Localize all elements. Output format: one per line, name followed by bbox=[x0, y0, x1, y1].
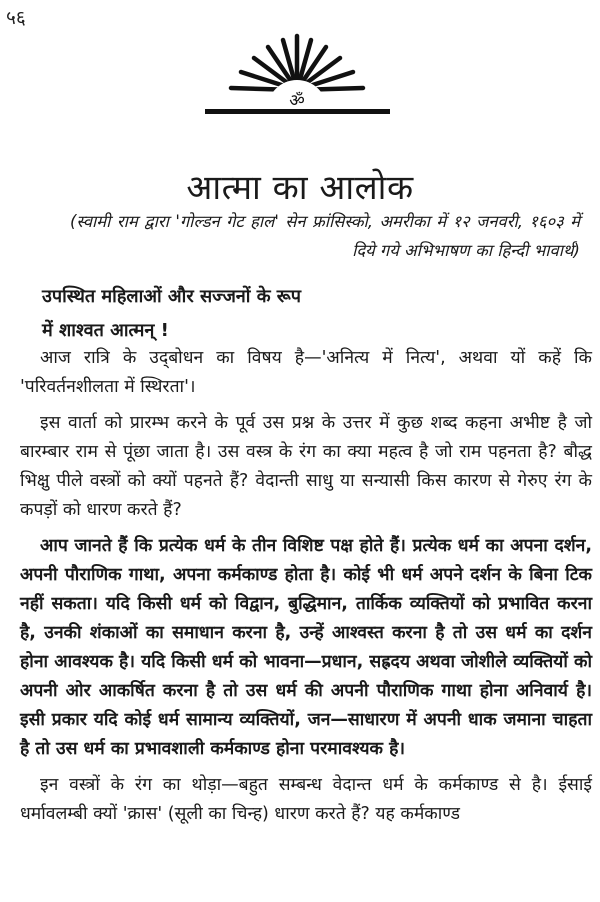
om-symbol: ॐ bbox=[289, 91, 305, 111]
paragraph: आज रात्रि के उद्‌बोधन का विषय है—'अनित्य में नित्य', अथवा यों कहें कि 'परिवर्तनशीलता में स्थिरता'। bbox=[20, 348, 592, 397]
paragraph: आप जानते हैं कि प्रत्येक धर्म के तीन विशिष्ट पक्ष होते हैं। प्रत्येक धर्म का अपना दर्शन, अपनी पौराणिक गाथा, अपना कर्मकाण्ड होता है। कोई भी धर्म अपने दर्शन के बिना टिक नहीं सकता। यदि किसी धर्म को विद्वान, बुद्धिमान, तार्किक व्यक्तियों को प्रभावित करना है, उनकी शंकाओं का समाधान करना है, उन्हें आश्वस्त करना है तो उस धर्म का दर्शन होना आवश्यक है। यदि किसी धर्म को भावना—प्रधान, सह्रदय अथवा जोशीले व्यक्तियों को अपनी ओर आकर्षित करना है तो उस धर्म की अपनी पौराणिक गाथा होना अनिवार्य है। इसी प्रकार यदि कोई धर्म सामान्य व्यक्तियों, जन—साधारण में अपनी धाक जमाना चाहता है तो उस धर्म का प्रभावशाली कर्मकाण्ड होना परमावश्यक है। bbox=[20, 536, 592, 759]
paragraph: इस वार्ता को प्रारम्भ करने के पूर्व उस प्रश्न के उत्तर में कुछ शब्द कहना अभीष्ट है जो बारम्बार राम से पूंछा जाता है। उस वस्त्र के रंग का क्या महत्व है जो राम पहनता है? बौद्ध भिक्षु पीले वस्त्रों को क्यों पहनते हैं? वेदान्ती साधु या सन्यासी किस कारण से गेरुए रंग के कपड़ों को धारण करते हैं? bbox=[20, 413, 592, 520]
subtitle-note: (स्वामी राम द्वारा 'गोल्डन गेट हाल' सेन फ्रांसिस्को, अमरीका में १२ जनवरी, १६०३ में दिये गये अभिभाषण का हिन्दी भावार्थ) bbox=[70, 212, 580, 260]
salutation-line-2: में शाश्वत आत्मन् ! bbox=[42, 320, 169, 341]
salutation bbox=[42, 280, 301, 348]
page-title: आत्मा का आलोक bbox=[186, 167, 414, 208]
om-sunrise-emblem-icon bbox=[205, 32, 390, 122]
body-text bbox=[20, 344, 592, 836]
salutation-line-1: उपस्थित महिलाओं और सज्जनों के रूप bbox=[42, 286, 302, 307]
page-number: ५६ bbox=[6, 7, 26, 29]
paragraph: इन वस्त्रों के रंग का थोड़ा—बहुत सम्बन्ध वेदान्त धर्म के कर्मकाण्ड से है। ईसाई धर्मावलम्बी क्यों 'क्रास' (सूली का चिन्ह) धारण करते हैं? यह कर्मकाण्ड bbox=[20, 775, 592, 824]
